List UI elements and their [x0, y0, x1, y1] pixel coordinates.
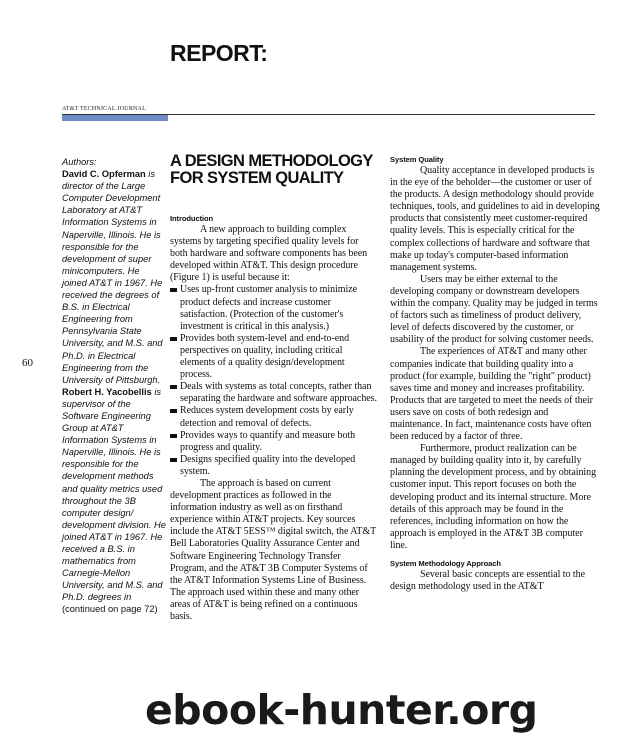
- list-item: Designs specified quality into the developed system.: [170, 454, 377, 478]
- journal-name: AT&T TECHNICAL JOURNAL: [62, 106, 146, 112]
- approach-paragraph: The approach is based on current development practices as followed in the information industry as well as on firsthand experience within AT&T projects. Key sources include the AT&T 5ESS™ digital switch, the AT&T Bell Laboratories Quality Assurance Center and Software Engineering Technology Transfer Program, and the AT&T 3B Computer Systems of the AT&T Information Systems Line of Business. The approach used within these and many other areas of AT&T is being refined on a continuous basis.: [170, 477, 376, 622]
- watermark-text: ebook-hunter.org: [145, 686, 538, 734]
- header-accent-bar: [62, 115, 168, 121]
- author-name-2: Robert H. Yacobellis: [62, 386, 152, 397]
- quality-paragraph-2: Users may be either external to the developing company or downstream developers within the company. Quality may be judged in terms of factors such as timeliness of product delivery, level of defects discovered by the customer, or usability of the product for solving customer needs.: [390, 273, 598, 346]
- article-headline: A DESIGN METHODOLOGY FOR SYSTEM QUALITY: [170, 152, 373, 187]
- author-bio-1: is director of the Large Computer Development Laboratory at AT&T Information Systems in Naperville, Illinois. He is responsible for the development of super minicomputers. He joined AT&T in 1967. He received the degrees of B.S. in Electrical Engineering from Pennsylvania State University, and M.S. and Ph.D. in Electrical Engineering from the University of Pittsburgh.: [62, 169, 163, 385]
- quality-paragraph-3: The experiences of AT&T and many other companies indicate that building quality into a product (for example, building the "right" product) saves time and money and increases profitability. Products that are targeted to meet the needs of their users save on costs of both redesign and maintenance. In fact, maintenance costs have often been reduced by a factor of three.: [390, 346, 593, 443]
- bullet-mark: [170, 288, 177, 292]
- benefit-list: [170, 284, 377, 478]
- author-sidebar: [62, 156, 166, 616]
- right-column: [390, 154, 600, 593]
- bullet-mark: [170, 385, 177, 389]
- list-item: Provides ways to quantify and measure both progress and quality.: [170, 430, 377, 454]
- methodology-paragraph: Several basic concepts are essential to the design methodology used in the AT&T: [390, 569, 586, 593]
- bullet-mark: [170, 337, 177, 341]
- author-name-1: David C. Opferman: [62, 169, 146, 180]
- quality-paragraph-4: Furthermore, product realization can be managed by building quality into it, by carefully planning the development process, and by obtaining customer input. This report focuses on both the developing product and its internal structure. More details of this approach may be found in the references, including information on how the approach is employed in the AT&T 3B computer line.: [390, 443, 597, 551]
- continued-note: (continued on page 72): [62, 604, 158, 615]
- list-item: Deals with systems as total concepts, rather than separating the hardware and software approaches.: [170, 381, 377, 405]
- author-bio-2: is supervisor of the Software Engineering Group at AT&T Information Systems in Naperville, Illinois. He is responsible for the development methods and quality metrics used throughout the 3B computer design/ development division. He joined AT&T in 1967. He received a B.S. in mathematics from Carnegie-Mellon University, and M.S. and Ph.D. degrees in: [62, 386, 166, 603]
- bullet-mark: [170, 434, 177, 438]
- middle-column: [170, 213, 377, 623]
- section-heading-introduction: Introduction: [170, 214, 214, 223]
- list-item: Provides both system-level and end-to-end perspectives on quality, including critical elements of a quality design/development process.: [170, 333, 377, 381]
- intro-paragraph: A new approach to building complex systems by targeting specified quality levels for both hardware and software components has been developed within AT&T. This design procedure (Figure 1) is useful because it:: [170, 224, 368, 284]
- list-item: Reduces system development costs by early detection and removal of defects.: [170, 405, 377, 429]
- bullet-mark: [170, 409, 177, 413]
- section-heading-methodology: System Methodology Approach: [390, 559, 501, 568]
- author-bios: [62, 168, 166, 615]
- page-number: 60: [22, 357, 33, 369]
- bullet-mark: [170, 458, 177, 462]
- list-item: Uses up-front customer analysis to minimize product defects and increase customer satisfaction. (Protection of the customer's investment is critical in this analysis.): [170, 284, 377, 332]
- quality-paragraph-1: Quality acceptance in developed products is in the eye of the beholder—the customer or user of the products. A design methodology should provide techniques, tools, and guidelines to aid in developing products that consistently meet customer-required quality levels. This is especially critical for the complex collections of hardware and software that make up today's computer-based information management systems.: [390, 165, 600, 273]
- report-label: REPORT:: [170, 40, 268, 66]
- authors-label: Authors:: [62, 157, 97, 167]
- section-heading-system-quality: System Quality: [390, 155, 444, 164]
